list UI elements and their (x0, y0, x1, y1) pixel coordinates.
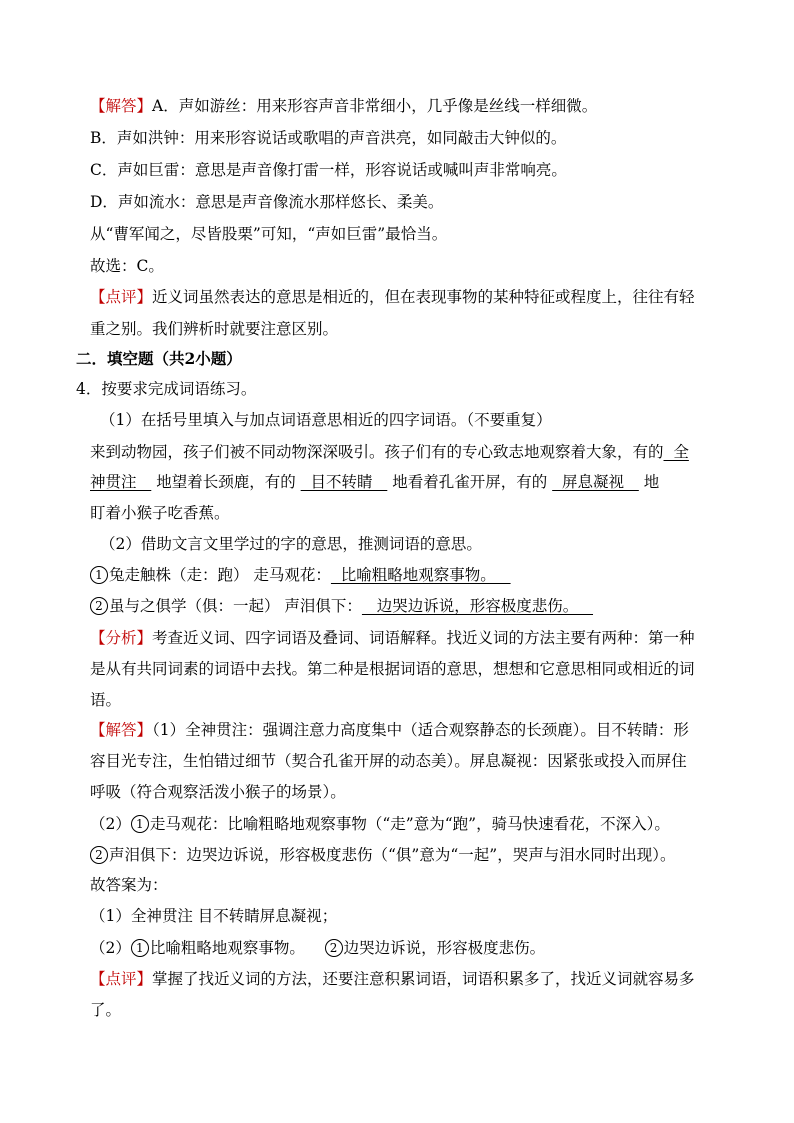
answer-tag: 【解答】 (90, 721, 153, 739)
blank-answer-3: 屏息凝视 (552, 473, 639, 491)
q3-choice: 故选：C。 (90, 257, 164, 275)
answer-tag: 【解答】 (90, 97, 153, 115)
answer-text: （1）全神贯注：强调注意力高度集中（适合观察静态的长颈鹿）。目不转睛：形 (152, 721, 689, 739)
q3-answer-d-line: D．声如流水：意思是声音像流水那样悠长、柔美。 (90, 193, 444, 211)
item-text: 虽与之俱学（俱：一起） 声泪俱下： (109, 597, 362, 615)
q3-answer-a-line (90, 95, 597, 117)
q4-comment-line-2: 了。 (90, 1001, 122, 1019)
q4-analysis-line-1 (90, 627, 695, 649)
q4-answer-line-3: 呼吸（符合观察活泼小猴子的场景）。 (90, 783, 346, 801)
q4-answer-line-2: 容目光专注，生怕错过细节（契合孔雀开屏的动态美）。屏息凝视：因紧张或投入而屏住 (90, 752, 687, 770)
q4-part1-line-3: 盯着小猴子吃香蕉。 (90, 504, 230, 522)
answer-text: 走马观花：比喻粗略地观察事物（“走”意为“跑”，骑马快速看花，不深入）。 (149, 815, 670, 833)
comment-tag: 【点评】 (90, 288, 153, 306)
q4-comment-line-1 (90, 968, 695, 990)
circled-number: 2 (90, 597, 108, 615)
q4-part2-instruction: （2）借助文言文里学过的字的意思，推测词语的意思。 (100, 535, 482, 553)
final-text: 比喻粗略地观察事物。 (149, 939, 325, 957)
comment-tag: 【点评】 (90, 970, 153, 988)
circled-number: 1 (131, 815, 149, 833)
blank-answer-1b: 神贯注 (90, 473, 152, 491)
analysis-text: 考查近义词、四字词语及叠词、词语解释。找近义词的方法主要有两种：第一种 (152, 629, 695, 647)
item-text: 兔走触株（走：跑） 走马观花： (109, 566, 331, 584)
q4-answer-line-5 (90, 844, 675, 866)
answer-a-text: A．声如游丝：用来形容声音非常细小，几乎像是丝线一样细微。 (152, 97, 598, 115)
q4-part1-line-1 (90, 441, 689, 463)
q4-final-2 (90, 937, 545, 959)
q4-stem: 4．按要求完成词语练习。 (76, 380, 257, 398)
analysis-tag: 【分析】 (90, 629, 153, 647)
q4-final-label: 故答案为： (90, 876, 168, 894)
q4-analysis-line-3: 语。 (90, 691, 122, 709)
comment-text: 掌握了找近义词的方法，还要注意积累词语，词语积累多了，找近义词就容易多 (152, 970, 695, 988)
passage-text: 地 (638, 473, 660, 491)
q4-item-2 (90, 595, 593, 617)
q3-comment-line-2: 重之别。我们辨析时就要注意区别。 (90, 320, 339, 338)
final-prefix: （2） (90, 939, 131, 957)
q4-item-1 (90, 564, 511, 586)
circled-number: 1 (131, 939, 149, 957)
passage-text: 来到动物园，孩子们被不同动物深深吸引。孩子们有的专心致志地观察着大象，有的 (90, 443, 664, 461)
blank-answer-1a: 全 (663, 443, 689, 461)
passage-text: 地看着孔雀开屏，有的 (387, 473, 548, 491)
item-answer: 比喻粗略地观察事物。 (330, 566, 511, 584)
q3-answer-b-line: B．声如洪钟：用来形容说话或歌唱的声音洪亮，如同敲击大钟似的。 (90, 129, 567, 147)
q4-part1-line-2 (90, 471, 659, 493)
q4-analysis-line-2: 是从有共同词素的词语中去找。第二种是根据词语的意思，想想和它意思相同或相近的词 (90, 660, 695, 678)
q3-comment-line-1 (90, 286, 695, 308)
circled-number: 2 (90, 846, 108, 864)
circled-number: 2 (325, 939, 343, 957)
section-heading: 二．填空题（共2小题） (76, 349, 242, 368)
final-text: 边哭边诉说，形容极度悲伤。 (343, 939, 546, 957)
item-answer: 边哭边诉说，形容极度悲伤。 (361, 597, 594, 615)
passage-text: 地望着长颈鹿，有的 (151, 473, 296, 491)
q3-conclusion: 从“曹军闻之，尽皆股栗”可知，“声如巨雷”最恰当。 (90, 225, 448, 243)
q4-final-1: （1）全神贯注 目不转睛屏息凝视； (90, 907, 338, 925)
q4-part1-instruction: （1）在括号里填入与加点词语意思相近的四字词语。（不要重复） (100, 411, 552, 429)
circled-number: 1 (90, 566, 108, 584)
answer-prefix: （2） (90, 815, 131, 833)
q3-answer-c-line: C．声如巨雷：意思是声音像打雷一样，形容说话或喊叫声非常响亮。 (90, 161, 567, 179)
answer-text: 声泪俱下：边哭边诉说，形容极度悲伤（“俱”意为“一起”，哭声与泪水同时出现）。 (109, 846, 676, 864)
comment-text: 近义词虽然表达的意思是相近的，但在表现事物的某种特征或程度上，往往有轻 (152, 288, 695, 306)
blank-answer-2: 目不转睛 (300, 473, 388, 491)
q4-answer-line-4 (90, 813, 670, 835)
q4-answer-line-1 (90, 719, 689, 741)
